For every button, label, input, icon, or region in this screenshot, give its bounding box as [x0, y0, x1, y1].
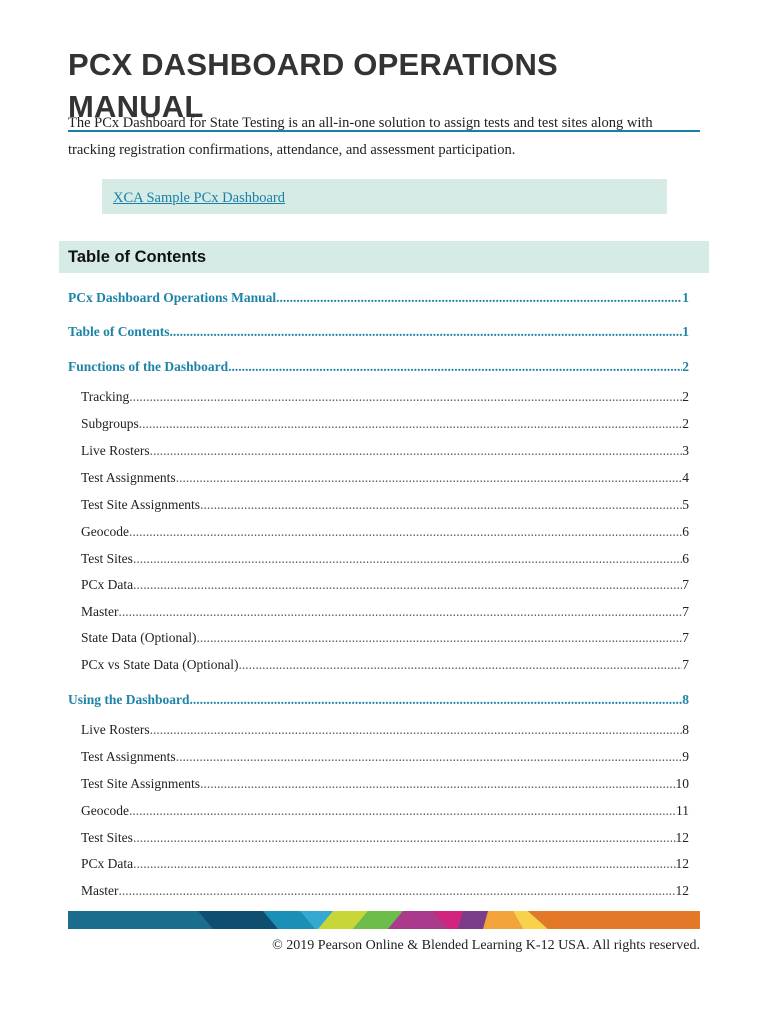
- toc-entry-label: Live Rosters: [81, 443, 150, 458]
- stripe-segment: [528, 911, 700, 929]
- toc-entry-page: 3: [682, 443, 689, 458]
- footer-color-stripe: [68, 911, 700, 929]
- toc-leader-dots: [119, 881, 676, 901]
- toc-entry-using-master[interactable]: [81, 881, 689, 901]
- intro-paragraph: The PCx Dashboard for State Testing is an all-in-one solution to assign tests and test sites along with tracking registration confirmations, attendance, and assessment participation.: [68, 115, 653, 158]
- toc-entry-page: 12: [675, 830, 689, 845]
- footer-stripe-graphic: [68, 911, 700, 929]
- toc-leader-dots: [129, 387, 682, 407]
- toc-entry-page: 1: [682, 290, 689, 305]
- toc-leader-dots: [228, 357, 682, 377]
- toc-entry-page: 2: [682, 359, 689, 374]
- toc-leader-dots: [170, 322, 683, 342]
- toc-entry-page: 10: [675, 776, 689, 791]
- toc-entry-label: Test Site Assignments: [81, 497, 201, 512]
- toc-entry-label: PCx Data: [81, 577, 134, 592]
- toc-leader-dots: [150, 720, 683, 740]
- toc-entry-label: Test Assignments: [81, 470, 176, 485]
- toc-entry-geocode[interactable]: [81, 522, 689, 542]
- sample-dashboard-link[interactable]: XCA Sample PCx Dashboard: [113, 190, 285, 206]
- toc-entry-page: 1: [682, 324, 689, 339]
- toc-leader-dots: [200, 495, 682, 515]
- toc-entry-label: Test Sites: [81, 551, 133, 566]
- toc-leader-dots: [176, 747, 683, 767]
- toc-leader-dots: [133, 854, 675, 874]
- toc-leader-dots: [133, 575, 682, 595]
- toc-entry-label: Master: [81, 883, 119, 898]
- toc-entry-label: State Data (Optional): [81, 630, 197, 645]
- toc-entry-label: Subgroups: [81, 416, 139, 431]
- toc-leader-dots: [133, 828, 676, 848]
- toc-entry-test-site-assignments[interactable]: [81, 495, 689, 515]
- toc-entry-pcx-vs-state-data[interactable]: [81, 655, 689, 675]
- toc-entry-label: Master: [81, 604, 119, 619]
- toc-entry-tracking[interactable]: [81, 387, 689, 407]
- toc-entry-label: Functions of the Dashboard: [68, 359, 229, 374]
- toc-entry-page: 12: [675, 856, 689, 871]
- toc-entry-page: 2: [682, 389, 689, 404]
- toc-entry-page: 6: [682, 524, 689, 539]
- toc-leader-dots: [276, 288, 682, 308]
- toc-entry-page: 5: [682, 497, 689, 512]
- toc-entry-page: 11: [676, 803, 689, 818]
- toc-entry-label: PCx vs State Data (Optional): [81, 657, 239, 672]
- toc-entry-page: 2: [682, 416, 689, 431]
- copyright-notice: © 2019 Pearson Online & Blended Learning K-12 USA. All rights reserved.: [272, 938, 700, 953]
- stripe-segment: [458, 911, 488, 929]
- toc-entry-page: 7: [682, 577, 689, 592]
- toc-entry-label: Test Site Assignments: [81, 776, 201, 791]
- toc-leader-dots: [200, 774, 675, 794]
- toc-leader-dots: [139, 414, 682, 434]
- toc-entry-live-rosters[interactable]: [81, 441, 689, 461]
- toc-entry-state-data[interactable]: [81, 628, 689, 648]
- toc-leader-dots: [196, 628, 682, 648]
- toc-entry-master[interactable]: [81, 602, 689, 622]
- toc-entry-functions-of-dashboard[interactable]: [68, 357, 689, 377]
- toc-entry-page: 9: [682, 749, 689, 764]
- toc-leader-dots: [238, 655, 682, 675]
- toc-entry-label: PCx Data: [81, 856, 134, 871]
- sample-link-box: [102, 179, 667, 214]
- toc-entry-test-sites[interactable]: [81, 549, 689, 569]
- toc-heading: Table of Contents: [59, 241, 709, 273]
- toc-entry-page: 7: [682, 657, 689, 672]
- toc-entry-label: Tracking: [81, 389, 130, 404]
- toc-leader-dots: [176, 468, 683, 488]
- toc-entry-using-test-site-assignments[interactable]: [81, 774, 689, 794]
- toc-entry-page: 6: [682, 551, 689, 566]
- toc-entry-subgroups[interactable]: [81, 414, 689, 434]
- toc-entry-page: 4: [682, 470, 689, 485]
- toc-entry-using-test-assignments[interactable]: [81, 747, 689, 767]
- toc-entry-operations-manual[interactable]: [68, 288, 689, 308]
- toc-leader-dots: [129, 801, 676, 821]
- toc-entry-using-dashboard[interactable]: [68, 690, 689, 710]
- toc-entry-test-assignments[interactable]: [81, 468, 689, 488]
- toc-leader-dots: [119, 602, 683, 622]
- toc-entry-pcx-data[interactable]: [81, 575, 689, 595]
- toc-entry-page: 12: [675, 883, 689, 898]
- toc-entry-page: 8: [682, 692, 689, 707]
- toc-entry-page: 8: [682, 722, 689, 737]
- toc-entry-label: Geocode: [81, 524, 129, 539]
- document-title: PCX DASHBOARD OPERATIONS MANUAL: [68, 44, 700, 132]
- toc-entry-page: 7: [682, 604, 689, 619]
- toc-leader-dots: [150, 441, 683, 461]
- toc-entry-label: Using the Dashboard: [68, 692, 190, 707]
- toc-entry-using-test-sites[interactable]: [81, 828, 689, 848]
- toc-entry-label: Live Rosters: [81, 722, 150, 737]
- toc-entry-using-pcx-data[interactable]: [81, 854, 689, 874]
- toc-entry-using-live-rosters[interactable]: [81, 720, 689, 740]
- toc-leader-dots: [129, 522, 682, 542]
- toc-leader-dots: [190, 690, 683, 710]
- toc-leader-dots: [133, 549, 682, 569]
- toc-entry-label: Geocode: [81, 803, 129, 818]
- toc-entry-using-geocode[interactable]: [81, 801, 689, 821]
- toc-entry-label: Test Sites: [81, 830, 133, 845]
- toc-entry-page: 7: [682, 630, 689, 645]
- toc-entry-label: Test Assignments: [81, 749, 176, 764]
- toc-entry-label: PCx Dashboard Operations Manual: [68, 290, 277, 305]
- toc-entry-label: Table of Contents: [68, 324, 170, 339]
- toc-entry-table-of-contents[interactable]: [68, 322, 689, 342]
